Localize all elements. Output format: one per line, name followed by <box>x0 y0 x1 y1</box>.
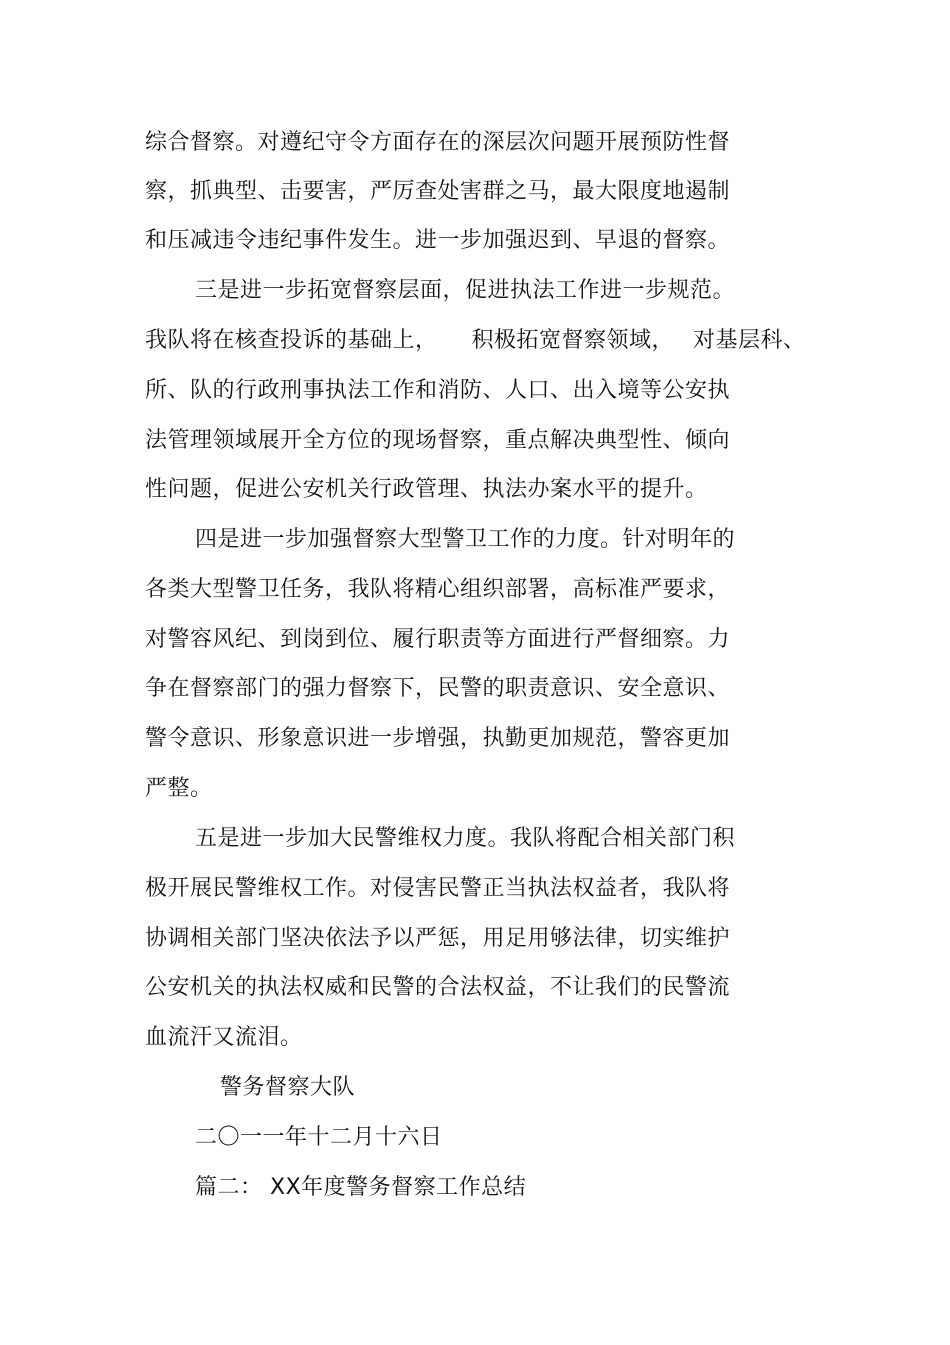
paragraph-3-line-4: 争在督察部门的强力督察下，民警的职责意识、安全意识、 <box>145 676 731 701</box>
paragraph-4-line-4: 公安机关的执法权威和民警的合法权益，不让我们的民警流 <box>145 975 731 1000</box>
paragraph-2-line-1: 三是进一步拓宽督察层面，促进执法工作进一步规范。 <box>195 278 736 303</box>
paragraph-4-line-2: 极开展民警维权工作。对侵害民警正当执法权益者，我队将 <box>145 876 731 901</box>
paragraph-1-line-2: 察，抓典型、击要害，严厉查处害群之马，最大限度地遏制 <box>145 179 731 204</box>
paragraph-4-line-1: 五是进一步加大民警维权力度。我队将配合相关部门积 <box>195 826 736 851</box>
paragraph-2-line-2: 我队将在核查投诉的基础上， 积极拓宽督察领域， 对基层科、 <box>145 328 806 353</box>
paragraph-2-line-5: 性问题，促进公安机关行政管理、执法办案水平的提升。 <box>145 477 708 502</box>
paragraph-2-line-3: 所、队的行政刑事执法工作和消防、人口、出入境等公安执 <box>145 378 731 403</box>
paragraph-3-line-2: 各类大型警卫任务，我队将精心组织部署，高标准严要求， <box>145 577 731 602</box>
next-section-title: 篇二： XX年度警务督察工作总结 <box>195 1175 527 1200</box>
paragraph-3-line-6: 严整。 <box>145 776 213 801</box>
paragraph-4-line-3: 协调相关部门坚决依法予以严惩，用足用够法律，切实维护 <box>145 926 731 951</box>
signature-unit: 警务督察大队 <box>220 1075 356 1100</box>
signature-date: 二〇一一年十二月十六日 <box>195 1125 443 1150</box>
paragraph-1-line-3: 和压减违令违纪事件发生。进一步加强迟到、早退的督察。 <box>145 228 731 253</box>
paragraph-3-line-5: 警令意识、形象意识进一步增强，执勤更加规范，警容更加 <box>145 726 731 751</box>
paragraph-2-line-4: 法管理领域展开全方位的现场督察，重点解决典型性、倾向 <box>145 428 731 453</box>
paragraph-3-line-3: 对警容风纪、到岗到位、履行职责等方面进行严督细察。力 <box>145 627 731 652</box>
paragraph-4-line-5: 血流汗又流泪。 <box>145 1025 303 1050</box>
paragraph-1-line-1: 综合督察。对遵纪守令方面存在的深层次问题开展预防性督 <box>145 130 731 155</box>
paragraph-3-line-1: 四是进一步加强督察大型警卫工作的力度。针对明年的 <box>195 527 736 552</box>
